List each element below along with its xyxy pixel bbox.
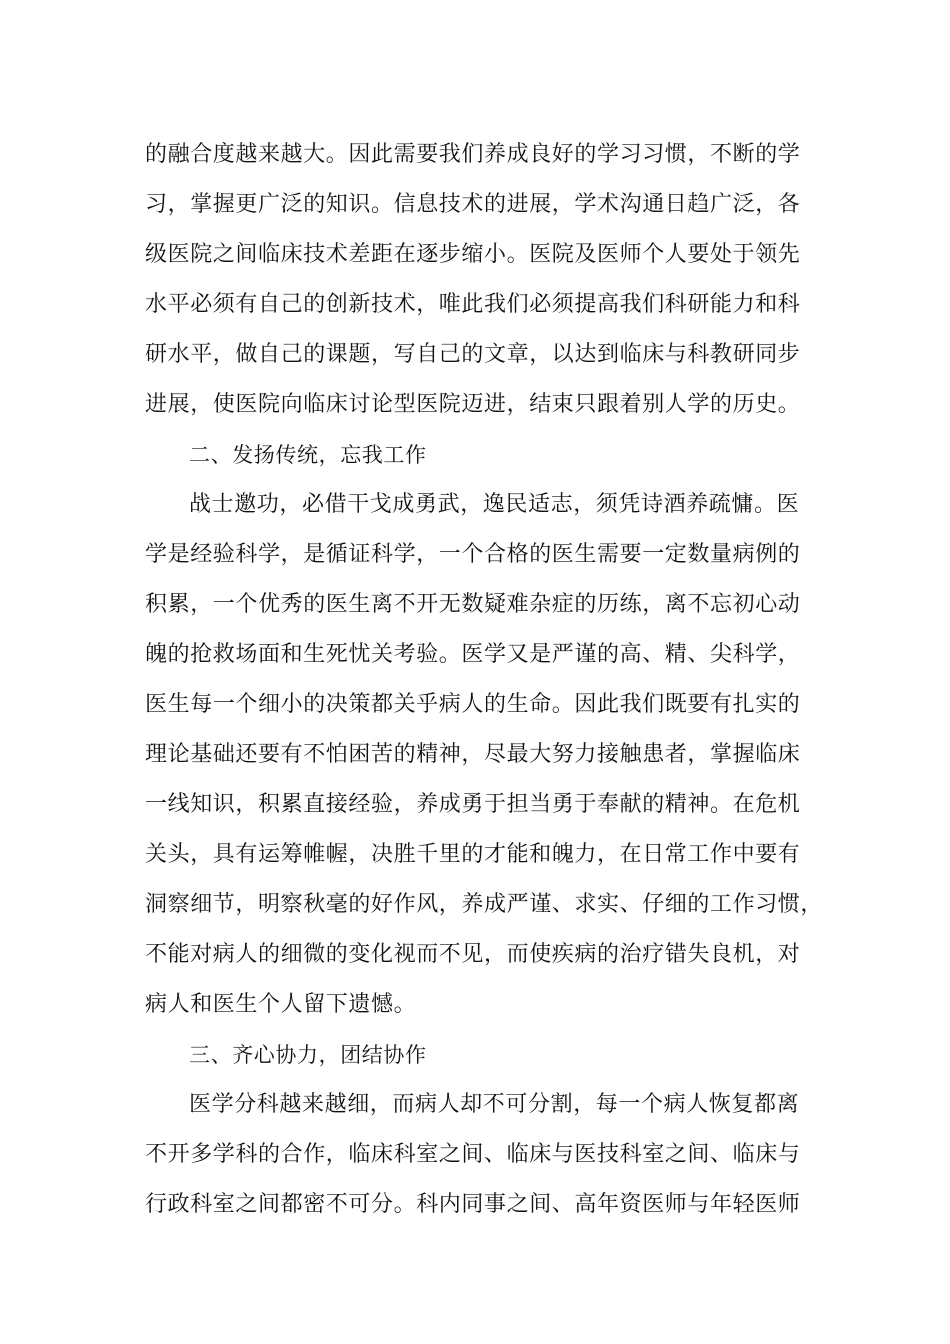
paragraph-line: 理论基础还要有不怕困苦的精神，尽最大努力接触患者，掌握临床 xyxy=(145,742,801,767)
paragraph-line: 级医院之间临床技术差距在逐步缩小。医院及医师个人要处于领先 xyxy=(145,242,801,267)
paragraph-line: 不开多学科的合作，临床科室之间、临床与医技科室之间、临床与 xyxy=(145,1142,801,1167)
paragraph-line: 进展，使医院向临床讨论型医院迈进，结束只跟着别人学的历史。 xyxy=(145,392,801,417)
paragraph-line: 学是经验科学，是循证科学，一个合格的医生需要一定数量病例的 xyxy=(145,542,801,567)
paragraph-line: 行政科室之间都密不可分。科内同事之间、高年资医师与年轻医师 xyxy=(145,1192,801,1217)
paragraph-line: 研水平，做自己的课题，写自己的文章，以达到临床与科教研同步 xyxy=(145,342,801,367)
paragraph-line: 一线知识，积累直接经验，养成勇于担当勇于奉献的精神。在危机 xyxy=(145,792,801,817)
paragraph-line: 战士邀功，必借干戈成勇武，逸民适志，须凭诗酒养疏慵。医 xyxy=(189,492,800,517)
paragraph-line: 病人和医生个人留下遗憾。 xyxy=(145,992,417,1017)
paragraph-line: 洞察细节，明察秋毫的好作风，养成严谨、求实、仔细的工作习惯， xyxy=(145,892,824,917)
section-heading: 三、齐心协力，团结协作 xyxy=(189,1043,427,1067)
section-heading: 二、发扬传统，忘我工作 xyxy=(189,443,427,467)
paragraph-line: 水平必须有自己的创新技术，唯此我们必须提高我们科研能力和科 xyxy=(145,292,801,317)
paragraph-line: 的融合度越来越大。因此需要我们养成良好的学习习惯，不断的学 xyxy=(145,142,801,167)
document-body xyxy=(145,130,824,1230)
paragraph-line: 医生每一个细小的决策都关乎病人的生命。因此我们既要有扎实的 xyxy=(145,692,801,717)
paragraph-line: 关头，具有运筹帷幄，决胜千里的才能和魄力，在日常工作中要有 xyxy=(145,842,801,867)
paragraph-line: 不能对病人的细微的变化视而不见，而使疾病的治疗错失良机，对 xyxy=(145,942,801,967)
paragraph-line: 积累，一个优秀的医生离不开无数疑难杂症的历练，离不忘初心动 xyxy=(145,592,801,617)
paragraph-line: 习，掌握更广泛的知识。信息技术的进展，学术沟通日趋广泛，各 xyxy=(145,192,801,217)
paragraph-line: 医学分科越来越细，而病人却不可分割，每一个病人恢复都离 xyxy=(189,1092,800,1117)
paragraph-line: 魄的抢救场面和生死忧关考验。医学又是严谨的高、精、尖科学， xyxy=(145,642,801,667)
